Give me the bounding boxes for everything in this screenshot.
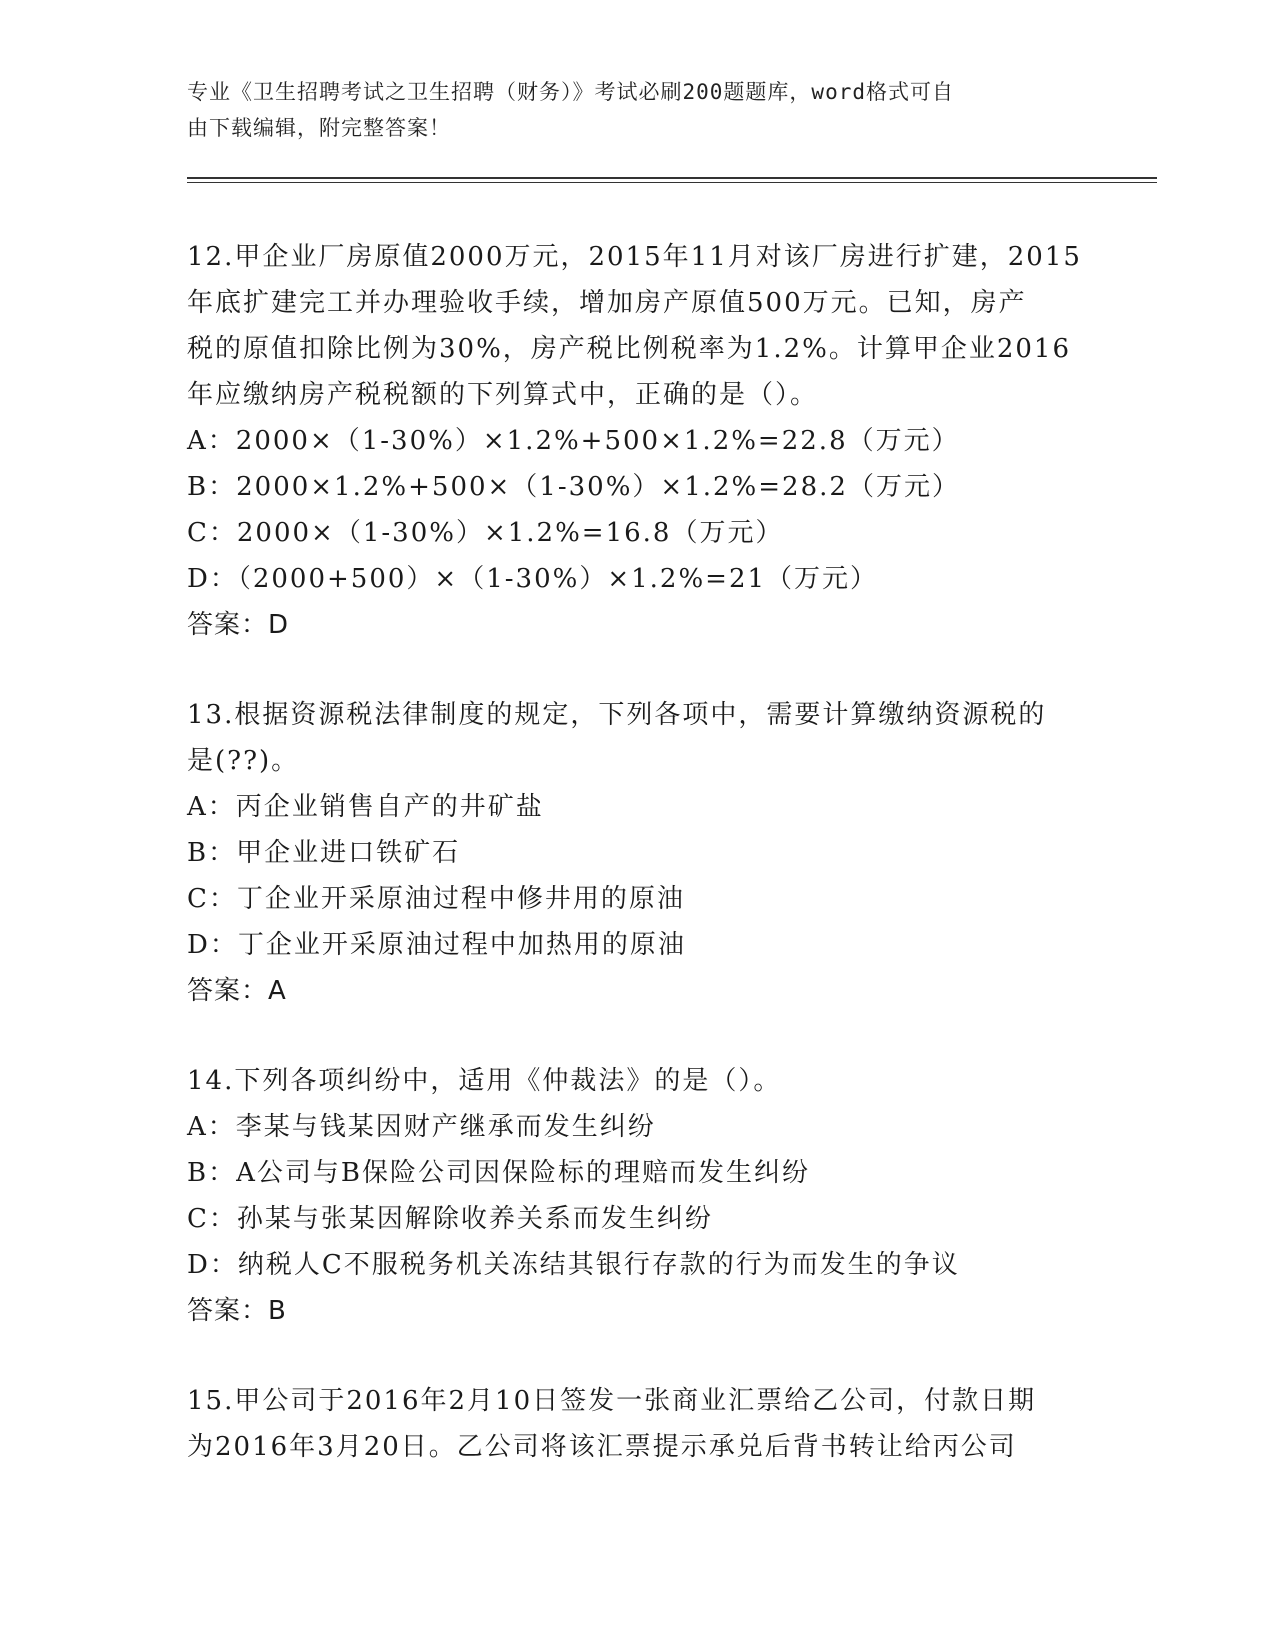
question-stem-line: 年应缴纳房产税税额的下列算式中，正确的是（）。 [187, 380, 819, 410]
option-d: D：丁企业开采原油过程中加热用的原油 [187, 930, 686, 960]
question-15 [187, 1378, 1097, 1470]
header-line-1: 专业《卫生招聘考试之卫生招聘（财务）》考试必刷200题题库，word格式可自 [187, 80, 954, 104]
option-b: B：A公司与B保险公司因保险标的理赔而发生纠纷 [187, 1158, 810, 1188]
option-a: A：2000×（1-30%）×1.2%+500×1.2%=22.8（万元） [187, 426, 960, 456]
option-b: B：2000×1.2%+500×（1-30%）×1.2%=28.2（万元） [187, 472, 960, 502]
answer-label: 答案：A [187, 976, 287, 1006]
question-stem-line: 为2016年3月20日。乙公司将该汇票提示承兑后背书转让给丙公司 [187, 1432, 1017, 1462]
question-stem-line: 是(??)。 [187, 746, 300, 776]
question-stem-line: 12.甲企业厂房原值2000万元，2015年11月对该厂房进行扩建，2015 [187, 242, 1082, 272]
option-c: C：2000×（1-30%）×1.2%=16.8（万元） [187, 518, 784, 548]
option-c: C：孙某与张某因解除收养关系而发生纠纷 [187, 1204, 713, 1234]
question-stem-line: 15.甲公司于2016年2月10日签发一张商业汇票给乙公司，付款日期 [187, 1386, 1037, 1416]
question-stem-line: 税的原值扣除比例为30%，房产税比例税率为1.2%。计算甲企业2016 [187, 334, 1072, 364]
option-b: B：甲企业进口铁矿石 [187, 838, 461, 868]
option-d: D：（2000+500）×（1-30%）×1.2%=21（万元） [187, 564, 879, 594]
answer-label: 答案：D [187, 610, 290, 640]
option-d: D：纳税人C不服税务机关冻结其银行存款的行为而发生的争议 [187, 1250, 960, 1280]
question-list [187, 234, 1097, 1514]
header-divider-thick [187, 177, 1157, 179]
option-a: A：丙企业销售自产的井矿盐 [187, 792, 544, 822]
option-a: A：李某与钱某因财产继承而发生纠纷 [187, 1112, 656, 1142]
header-line-2: 由下载编辑，附完整答案！ [187, 116, 451, 140]
question-12 [187, 234, 1097, 648]
option-c: C：丁企业开采原油过程中修井用的原油 [187, 884, 685, 914]
document-header [187, 74, 1067, 146]
question-stem-line: 年底扩建完工并办理验收手续，增加房产原值500万元。已知，房产 [187, 288, 1027, 318]
question-stem-line: 13.根据资源税法律制度的规定，下列各项中，需要计算缴纳资源税的 [187, 700, 1047, 730]
question-14 [187, 1058, 1097, 1334]
answer-label: 答案：B [187, 1296, 287, 1326]
question-stem-line: 14.下列各项纠纷中，适用《仲裁法》的是（）。 [187, 1066, 782, 1096]
question-13 [187, 692, 1097, 1014]
header-divider-thin [187, 182, 1157, 183]
